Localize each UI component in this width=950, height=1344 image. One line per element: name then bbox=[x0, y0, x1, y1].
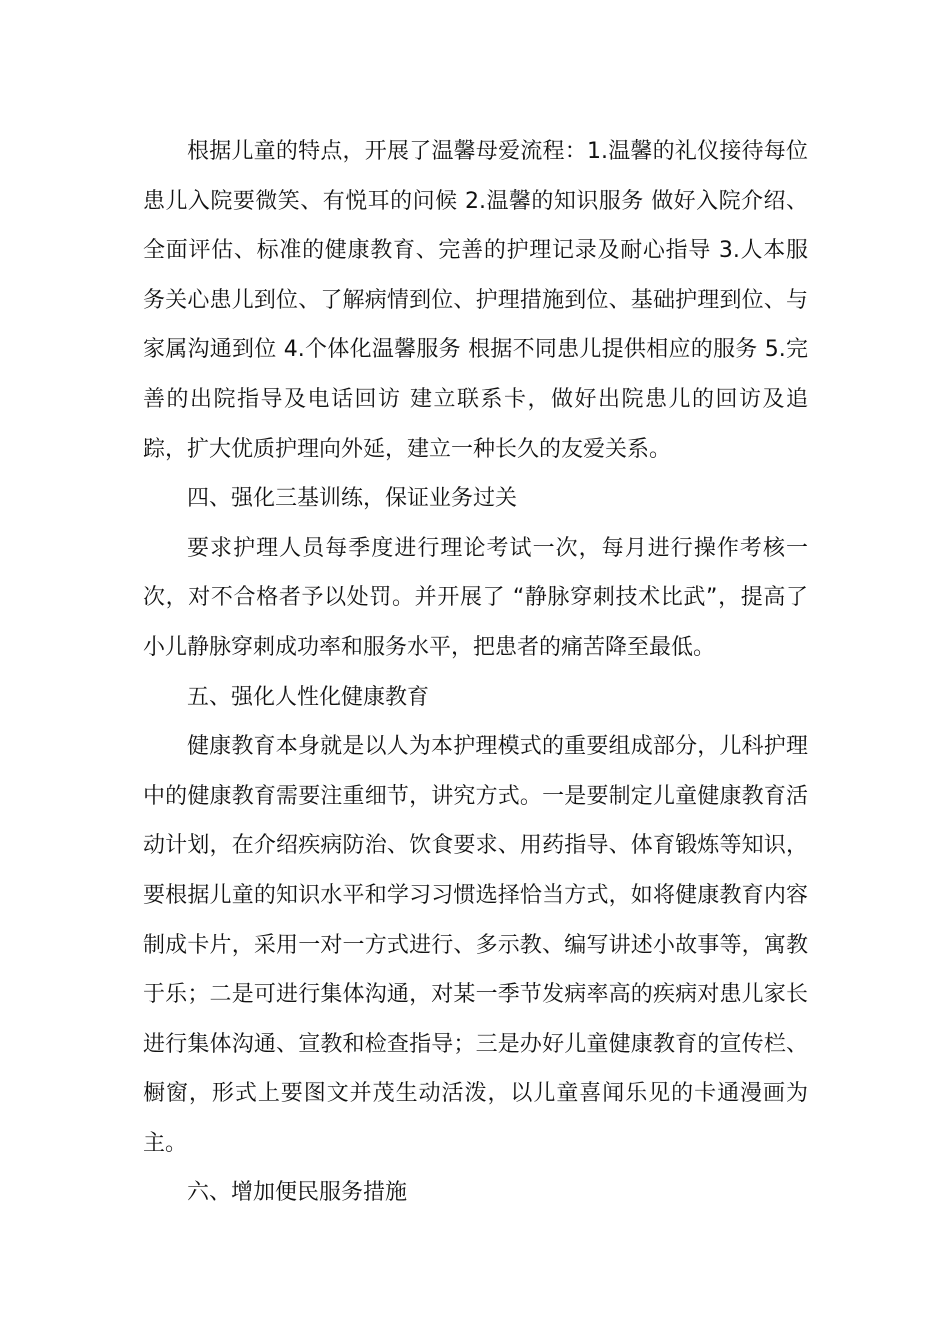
paragraph-training-assessment: 要求护理人员每季度进行理论考试一次，每月进行操作考核一次，对不合格者予以处罚。并开展了 “静脉穿刺技术比武”，提高了小儿静脉穿刺成功率和服务水平，把患者的痛苦降至最低。 bbox=[143, 535, 808, 660]
section-heading-4: 四、强化三基训练，保证业务过关 bbox=[187, 486, 518, 512]
paragraph-warm-service-process: 根据儿童的特点，开展了温馨母爱流程：1.温馨的礼仪接待每位患儿入院要微笑、有悦耳的问候 2.温馨的知识服务 做好入院介绍、全面评估、标准的健康教育、完善的护理记录及耐心指导 3.人本服务关心患儿到位、了解病情到位、护理措施到位、基础护理到位、与家属沟通到位 4.个体化温馨服务 根据不同患儿提供相应的服务 5.完善的出院指导及电话回访 建立联系卡，做好出院患儿的回访及追踪，扩大优质护理向外延，建立一种长久的友爱关系。 bbox=[143, 139, 808, 462]
section-heading-6: 六、增加便民服务措施 bbox=[187, 1180, 408, 1206]
paragraph-health-education: 健康教育本身就是以人为本护理模式的重要组成部分，儿科护理中的健康教育需要注重细节，讲究方式。一是要制定儿童健康教育活动计划，在介绍疾病防治、饮食要求、用药指导、体育锻炼等知识，要根据儿童的知识水平和学习习惯选择恰当方式，如将健康教育内容制成卡片，采用一对一方式进行、多示教、编写讲述小故事等，寓教于乐；二是可进行集体沟通，对某一季节发病率高的疾病对患儿家长进行集体沟通、宣教和检查指导；三是办好儿童健康教育的宣传栏、橱窗，形式上要图文并茂生动活泼，以儿童喜闻乐见的卡通漫画为主。 bbox=[143, 734, 808, 1156]
document-page bbox=[143, 127, 808, 1218]
section-heading-5: 五、强化人性化健康教育 bbox=[187, 684, 430, 710]
